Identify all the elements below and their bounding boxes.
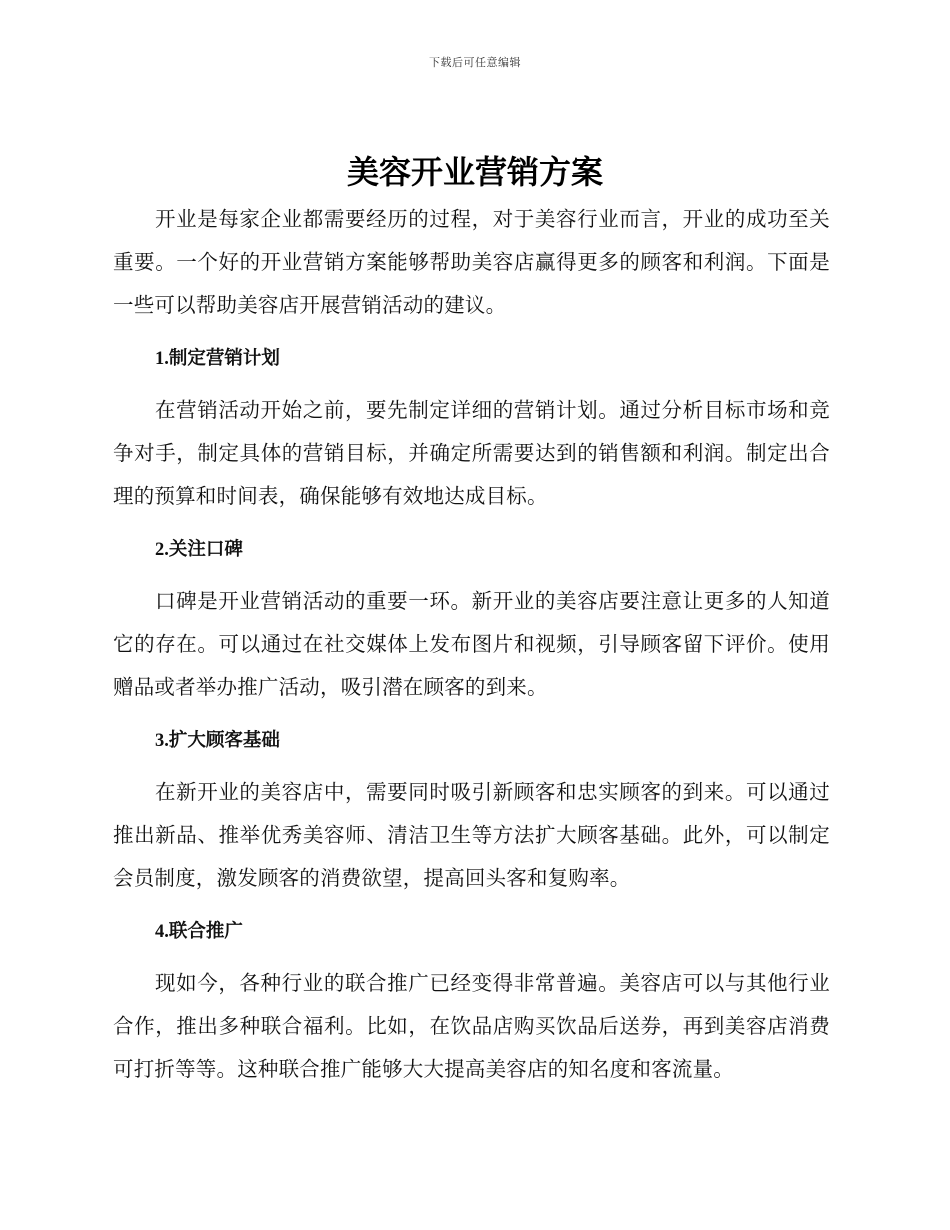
section-number: 4. <box>155 922 169 942</box>
section-heading-3 <box>155 719 830 763</box>
section-paragraph-1: 在营销活动开始之前，要先制定详细的营销计划。通过分析目标市场和竞争对手，制定具体的营销目标，并确定所需要达到的销售额和利润。制定出合理的预算和时间表，确保能够有效地达成目标。 <box>113 398 830 508</box>
section-paragraph-2: 口碑是开业营销活动的重要一环。新开业的美容店要注意让更多的人知道它的存在。可以通过在社交媒体上发布图片和视频，引导顾客留下评价。使用赠品或者举办推广活动，吸引潜在顾客的到来。 <box>113 589 830 699</box>
section-paragraph-3: 在新开业的美容店中，需要同时吸引新顾客和忠实顾客的到来。可以通过推出新品、推举优秀美容师、清洁卫生等方法扩大顾客基础。此外，可以制定会员制度，激发顾客的消费欲望，提高回头客和复购率。 <box>113 780 830 890</box>
section-heading-text: 联合推广 <box>168 921 243 942</box>
section-heading-text: 关注口碑 <box>168 539 243 560</box>
intro-paragraph: 开业是每家企业都需要经历的过程，对于美容行业而言，开业的成功至关重要。一个好的开业营销方案能够帮助美容店赢得更多的顾客和利润。下面是一些可以帮助美容店开展营销活动的建议。 <box>113 207 830 317</box>
document-title: 美容开业营销方案 <box>346 153 603 191</box>
running-header: 下载后可任意编辑 <box>429 56 521 69</box>
section-number: 3. <box>155 731 169 751</box>
section-number: 2. <box>155 540 169 560</box>
section-paragraph-4: 现如今，各种行业的联合推广已经变得非常普遍。美容店可以与其他行业合作，推出多种联合福利。比如，在饮品店购买饮品后送券，再到美容店消费可打折等等。这种联合推广能够大大提高美容店的知名度和客流量。 <box>113 971 830 1081</box>
section-heading-text: 扩大顾客基础 <box>168 730 280 751</box>
section-heading-text: 制定营销计划 <box>168 348 280 369</box>
section-heading-1 <box>155 337 830 381</box>
document-body <box>113 198 830 1091</box>
section-heading-4 <box>155 910 830 954</box>
section-heading-2 <box>155 528 830 572</box>
section-number: 1. <box>155 349 169 369</box>
